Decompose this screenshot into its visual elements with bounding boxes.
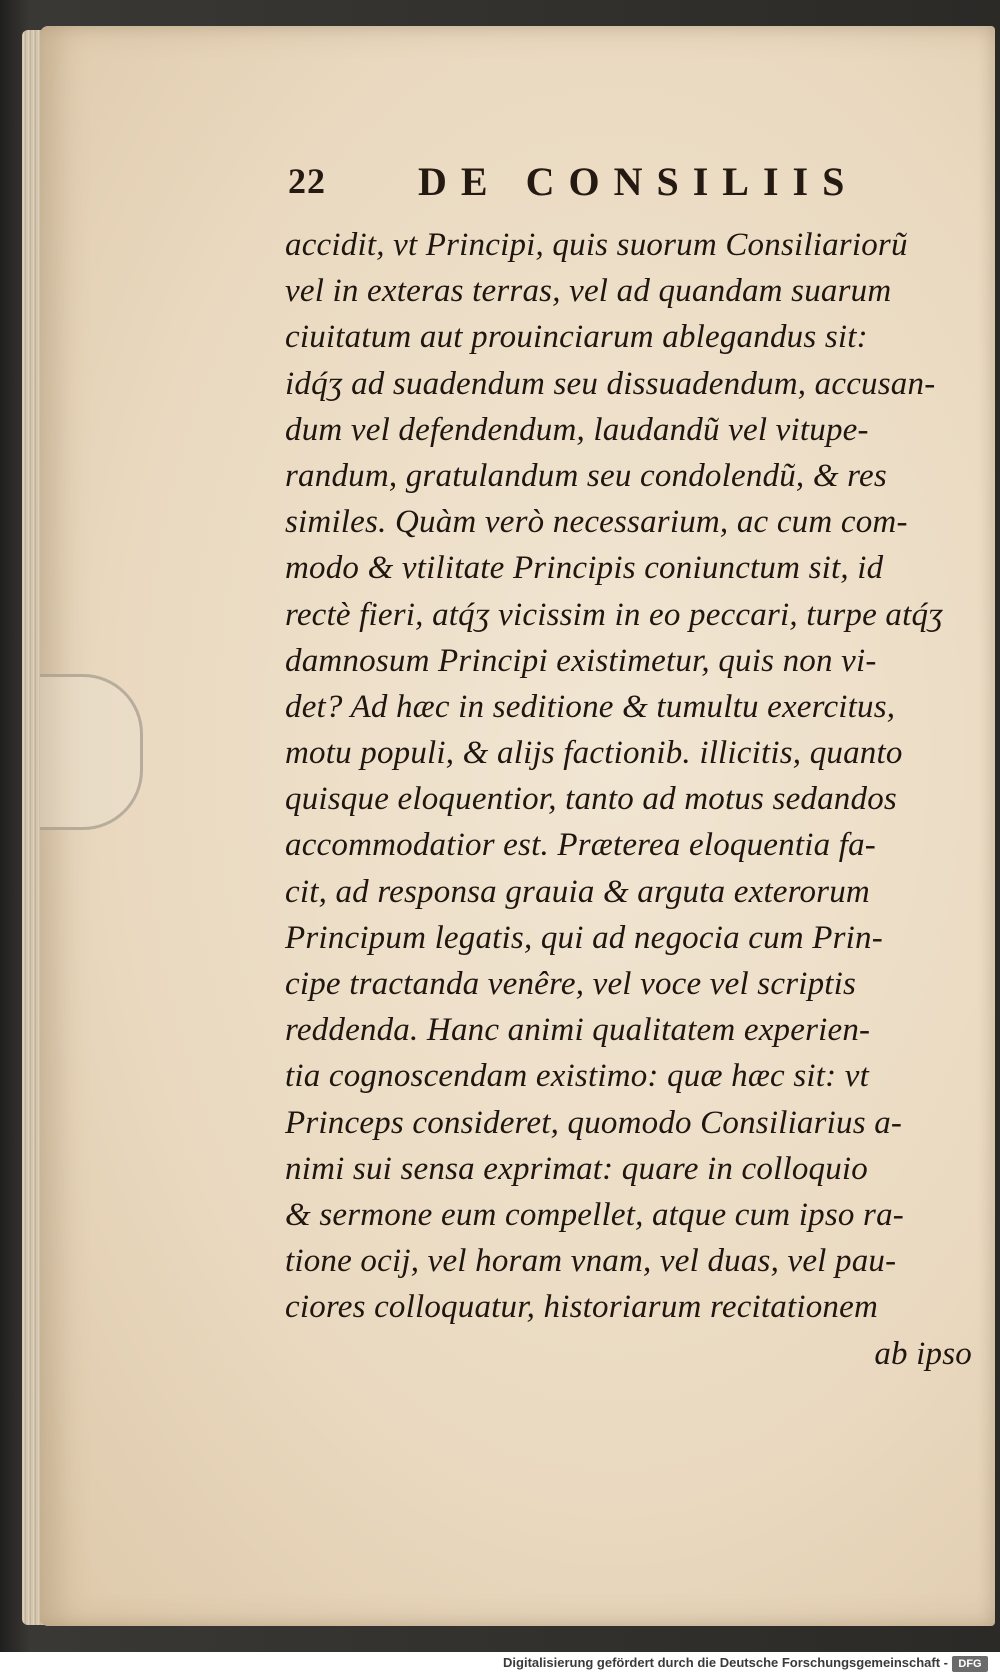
text-line: accidit, vt Principi, quis suorum Consiliariorũ bbox=[285, 227, 908, 263]
text-line: similes. Quàm verò necessarium, ac cum com- bbox=[285, 504, 908, 541]
text-line: motu populi, & alijs factionib. illicitis, quanto bbox=[285, 735, 903, 772]
text-line: idq́ʒ ad suadendum seu dissuadendum, accusan- bbox=[285, 365, 936, 402]
text-line: cipe tractanda venêre, vel voce vel scriptis bbox=[285, 966, 857, 1002]
body-text bbox=[285, 222, 990, 1377]
running-title: DE CONSILIIS bbox=[418, 159, 859, 204]
running-head bbox=[288, 158, 908, 208]
text-line: Princeps consideret, quomodo Consiliarius a- bbox=[285, 1104, 903, 1141]
text-line: dum vel defendendum, laudandũ vel vitupe- bbox=[285, 411, 869, 448]
page-clip bbox=[40, 674, 143, 830]
text-line: nimi sui sensa exprimat: quare in colloquio bbox=[285, 1150, 868, 1187]
text-line: ciuitatum aut prouinciarum ablegandus sit: bbox=[285, 319, 868, 356]
footer-bar bbox=[0, 1652, 1000, 1676]
text-line: & sermone eum compellet, atque cum ipso ra- bbox=[285, 1196, 904, 1233]
text-line: vel in exteras terras, vel ad quandam suarum bbox=[285, 273, 892, 310]
text-line: det? Ad hæc in seditione & tumultu exercitus, bbox=[285, 688, 896, 725]
text-line: ciores colloquatur, historiarum recitationem bbox=[285, 1289, 878, 1326]
dfg-logo: DFG bbox=[952, 1656, 988, 1672]
text-line: modo & vtilitate Principis coniunctum sit, id bbox=[285, 550, 884, 587]
text-line: randum, gratulandum seu condolendũ, & res bbox=[285, 457, 887, 494]
page-number: 22 bbox=[288, 161, 326, 201]
text-line: cit, ad responsa grauia & arguta exterorum bbox=[285, 873, 870, 910]
text-line: tia cognoscendam existimo: quæ hæc sit: vt bbox=[285, 1058, 869, 1095]
text-line: rectè fieri, atq́ʒ vicissim in eo peccari, turpe atq́ʒ bbox=[285, 596, 943, 633]
catchword: ab ipso bbox=[874, 1335, 972, 1372]
text-line: reddenda. Hanc animi qualitatem experien- bbox=[285, 1012, 871, 1049]
text-line: accommodatior est. Præterea eloquentia fa- bbox=[285, 827, 876, 864]
funding-credit: Digitalisierung gefördert durch die Deutsche Forschungsgemeinschaft - bbox=[503, 1655, 948, 1670]
text-line: quisque eloquentior, tanto ad motus sedandos bbox=[285, 781, 897, 818]
text-line: tione ocij, vel horam vnam, vel duas, vel pau- bbox=[285, 1243, 897, 1280]
text-line: damnosum Principi existimetur, quis non vi- bbox=[285, 642, 877, 679]
text-line: Principum legatis, qui ad negocia cum Prin- bbox=[285, 919, 883, 956]
